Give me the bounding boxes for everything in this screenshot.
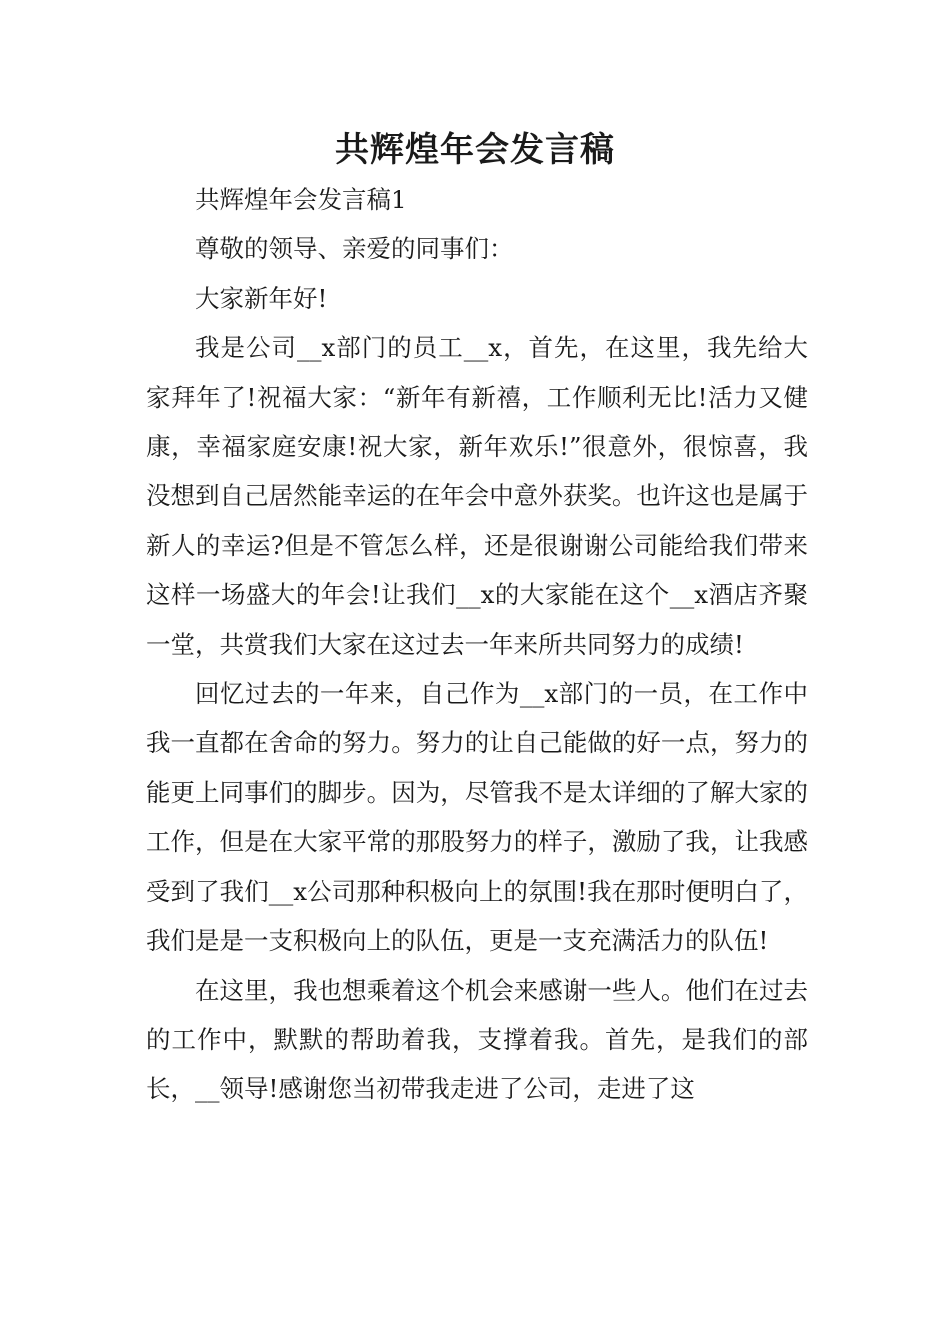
paragraph-body-2: 回忆过去的一年来，自己作为__x部门的一员，在工作中我一直都在舍命的努力。努力的让自己能做的好一点，努力的能更上同事们的脚步。因为，尽管我不是太详细的了解大家的工作，但是在大家平常的那股努力的样子，激励了我，让我感受到了我们__x公司那种积极向上的氛围!我在那时便明白了，我们是是一支积极向上的队伍，更是一支充满活力的队伍!	[146, 679, 808, 956]
document-title: 共辉煌年会发言稿	[335, 130, 615, 170]
document-body	[146, 175, 808, 1114]
paragraph-body-3: 在这里，我也想乘着这个机会来感谢一些人。他们在过去的工作中，默默的帮助着我，支撑着我。首先，是我们的部长，__领导!感谢您当初带我走进了公司，走进了这	[146, 975, 808, 1104]
paragraph-salutation: 尊敬的领导、亲爱的同事们：	[195, 234, 514, 264]
paragraph-greeting: 大家新年好!	[195, 283, 328, 313]
paragraph-heading: 共辉煌年会发言稿1	[195, 185, 407, 214]
paragraph-body-1: 我是公司__x部门的员工__x，首先，在这里，我先给大家拜年了!祝福大家：“新年有新禧，工作顺利无比!活力又健康，幸福家庭安康!祝大家，新年欢乐!”很意外，很惊喜，我没想到自己居然能幸运的在年会中意外获奖。也许这也是属于新人的幸运?但是不管怎么样，还是很谢谢公司能给我们带来这样一场盛大的年会!让我们__x的大家能在这个__x酒店齐聚一堂，共赏我们大家在这过去一年来所共同努力的成绩!	[146, 333, 808, 659]
